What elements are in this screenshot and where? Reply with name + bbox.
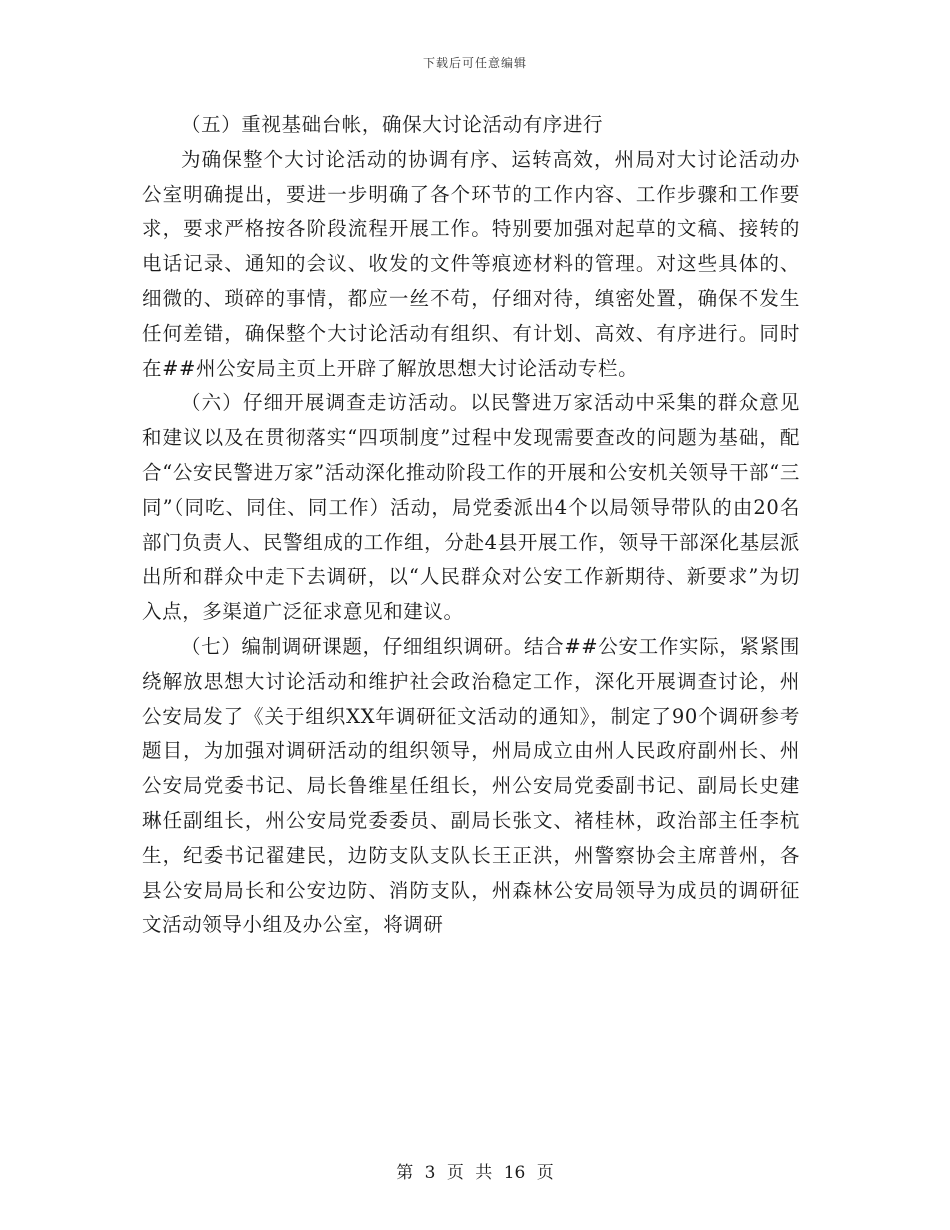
document-body xyxy=(142,108,800,943)
page-number-footer: 第 3 页 共 16 页 xyxy=(396,1163,554,1183)
page-header: 下载后可任意编辑 xyxy=(422,56,527,70)
paragraph-section-five: 为确保整个大讨论活动的协调有序、运转高效，州局对大讨论活动办公室明确提出，要进一步明确了各个环节的工作内容、工作步骤和工作要求，要求严格按各阶段流程开展工作。特别要加强对起草的文稿、接转的电话记录、通知的会议、收发的文件等痕迹材料的管理。对这些具体的、细微的、琐碎的事情，都应一丝不苟，仔细对待，缜密处置，确保不发生任何差错，确保整个大讨论活动有组织、有计划、高效、有序进行。同时在##州公安局主页上开辟了解放思想大讨论活动专栏。 xyxy=(142,147,800,380)
paragraph-section-seven: （七）编制调研课题，仔细组织调研。结合##公安工作实际，紧紧围绕解放思想大讨论活动和维护社会政治稳定工作，深化开展调查讨论，州公安局发了《关于组织XX年调研征文活动的通知》，制定了90个调研参考题目，为加强对调研活动的组织领导，州局成立由州人民政府副州长、州公安局党委书记、局长鲁维星任组长，州公安局党委副书记、副局长史建琳任副组长，州公安局党委委员、副局长张文、褚桂林，政治部主任李杭生，纪委书记翟建民，边防支队支队长王正洪，州警察协会主席普州，各县公安局局长和公安边防、消防支队，州森林公安局领导为成员的调研征文活动领导小组及办公室，将调研 xyxy=(142,634,800,937)
paragraph-section-six: （六）仔细开展调查走访活动。以民警进万家活动中采集的群众意见和建议以及在贯彻落实“四项制度”过程中发现需要查改的问题为基础，配合“公安民警进万家”活动深化推动阶段工作的开展和公安机关领导干部“三同”（同吃、同住、同工作）活动，局党委派出4个以局领导带队的由20名部门负责人、民警组成的工作组，分赴4县开展工作，领导干部深化基层派出所和群众中走下去调研，以“人民群众对公安工作新期待、新要求”为切入点，多渠道广泛征求意见和建议。 xyxy=(142,391,800,624)
section-heading-five: （五）重视基础台帐，确保大讨论活动有序进行 xyxy=(181,113,604,136)
